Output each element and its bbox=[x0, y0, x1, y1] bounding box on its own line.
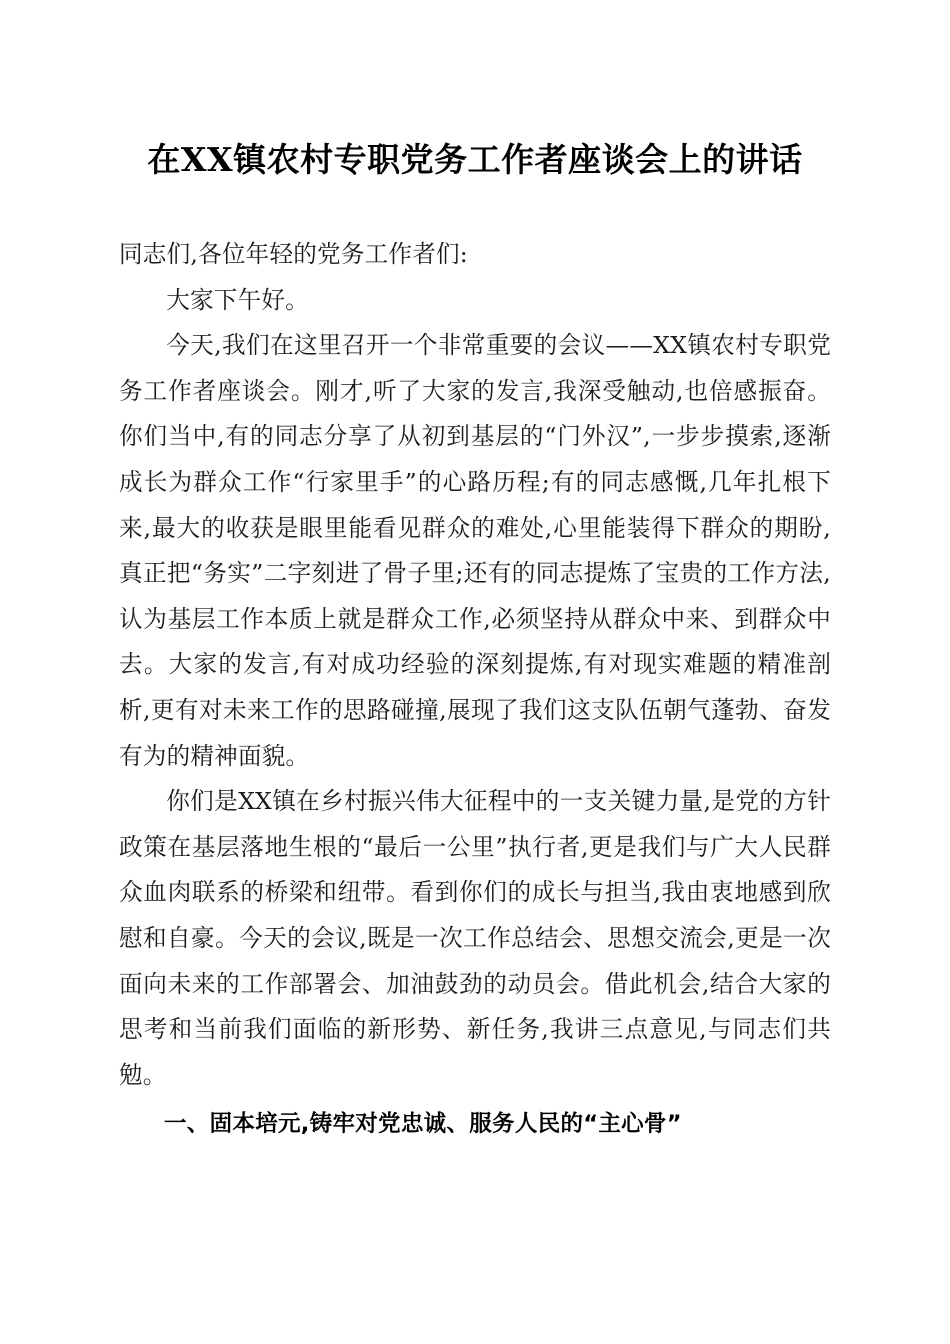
document-body bbox=[119, 232, 831, 1148]
document-title: 在XX镇农村专职党务工作者座谈会上的讲话 bbox=[147, 140, 803, 179]
paragraph-greeting: 大家下午好。 bbox=[166, 285, 309, 314]
paragraph-role: 你们是XX镇在乡村振兴伟大征程中的一支关键力量,是党的方针政策在基层落地生根的“最后一公里”执行者,更是我们与广大人民群众血肉联系的桥梁和纽带。看到你们的成长与担当,我由衷地感到欣慰和自豪。今天的会议,既是一次工作总结会、思想交流会,更是一次面向未来的工作部署会、加油鼓劲的动员会。借此机会,结合大家的思考和当前我们面临的新形势、新任务,我讲三点意见,与同志们共勉。 bbox=[119, 787, 831, 1089]
salutation: 同志们,各位年轻的党务工作者们: bbox=[119, 240, 468, 268]
paragraph-opening: 今天,我们在这里召开一个非常重要的会议——XX镇农村专职党务工作者座谈会。刚才,听了大家的发言,我深受触动,也倍感振奋。你们当中,有的同志分享了从初到基层的“门外汉”,一步步摸索,逐渐成长为群众工作“行家里手”的心路历程;有的同志感慨,几年扎根下来,最大的收获是眼里能看见群众的难处,心里能装得下群众的期盼,真正把“务实”二字刻进了骨子里;还有的同志提炼了宝贵的工作方法,认为基层工作本质上就是群众工作,必须坚持从群众中来、到群众中去。大家的发言,有对成功经验的深刻提炼,有对现实难题的精准剖析,更有对未来工作的思路碰撞,展现了我们这支队伍朝气蓬勃、奋发有为的精神面貌。 bbox=[119, 331, 831, 770]
section-heading: 一、固本培元,铸牢对党忠诚、服务人民的“主心骨” bbox=[164, 1111, 682, 1138]
